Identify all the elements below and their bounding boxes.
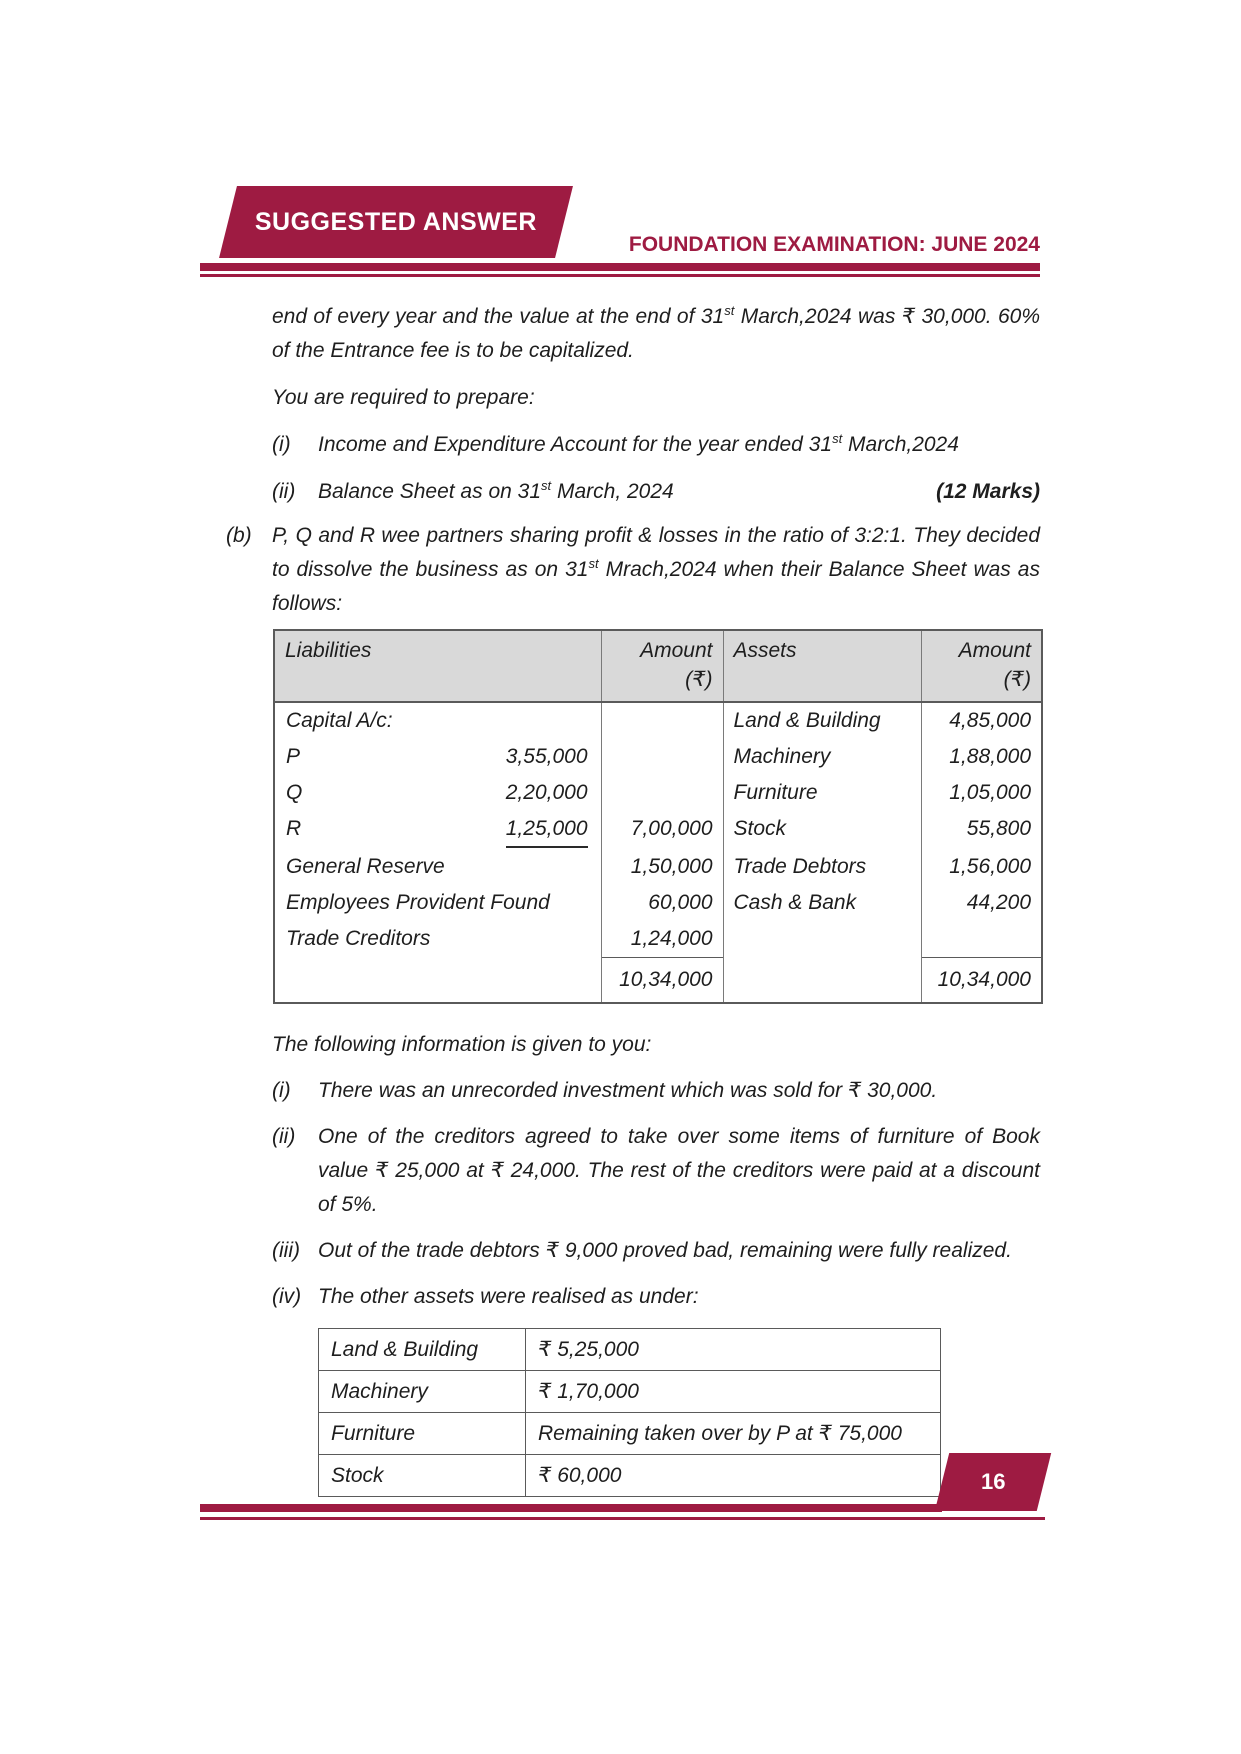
balance-sheet-row [274, 849, 1042, 885]
empty-cell [274, 958, 601, 1004]
info-intro: The following information is given to you: [272, 1033, 652, 1056]
realisation-row [319, 1413, 941, 1455]
superscript-st: st [724, 303, 735, 318]
list-item-text [318, 475, 1040, 509]
part-b-text [272, 519, 1040, 621]
liability-subamount: 1,25,000 [506, 812, 588, 848]
balance-sheet-row [274, 921, 1042, 958]
liability-label: General Reserve [286, 855, 445, 878]
superscript-st: st [541, 478, 552, 493]
intro-paragraph-text: end of every year and the value at the end of 31 [272, 305, 725, 328]
info-item-iv [272, 1280, 1040, 1314]
page-number-box [935, 1453, 1051, 1511]
asset-label: Land & Building [723, 702, 921, 739]
realisation-row [319, 1329, 941, 1371]
asset-label: Furniture [723, 775, 921, 811]
info-item-iii [272, 1234, 1040, 1268]
info-item-i [272, 1074, 1040, 1108]
list-item-label: (iii) [272, 1239, 300, 1262]
realisation-table [318, 1328, 941, 1497]
realisation-value: ₹ 1,70,000 [526, 1371, 941, 1413]
liability-label: Q [286, 781, 303, 804]
list-item-label: (ii) [272, 1125, 296, 1148]
asset-amount: 1,88,000 [921, 739, 1042, 775]
realisation-value: ₹ 60,000 [526, 1455, 941, 1497]
asset-amount: 55,800 [921, 811, 1042, 849]
realisation-value: Remaining taken over by P at ₹ 75,000 [526, 1413, 941, 1455]
liability-subamount: 3,55,000 [505, 745, 588, 768]
asset-amount: 1,05,000 [921, 775, 1042, 811]
list-item-label: (ii) [272, 480, 296, 503]
header-rule [200, 263, 1040, 277]
banner-label: SUGGESTED ANSWER [254, 207, 538, 236]
list-item-label: (i) [272, 1079, 291, 1102]
asset-amount [921, 921, 1042, 958]
footer-rule-thick [200, 1504, 942, 1512]
realisation-asset: Machinery [319, 1371, 526, 1413]
asset-label: Machinery [723, 739, 921, 775]
part-b-label: (b) [226, 524, 252, 547]
liability-label: Capital A/c: [286, 709, 393, 732]
asset-label [723, 921, 921, 958]
asset-amount: 1,56,000 [921, 849, 1042, 885]
list-item-text: The other assets were realised as under: [318, 1285, 699, 1308]
liability-label: Employees Provident Found [286, 891, 550, 914]
header-cell-amount-right [921, 630, 1042, 702]
total-assets: 10,34,000 [921, 958, 1042, 1004]
liability-amount [601, 775, 723, 811]
rupee-sign: (₹) [1003, 668, 1031, 691]
list-item-text: One of the creditors agreed to take over some items of furniture of Book value ₹ 25,000 at ₹ 24,000. The rest of the creditors were paid at a discount of 5%. [318, 1125, 1040, 1216]
part-b-paragraph [226, 519, 1040, 621]
intro-paragraph-text: March,2024 was ₹ 30,000. 60% of the Entrance fee is to be capitalized. [272, 305, 1040, 362]
balance-sheet-row [274, 811, 1042, 849]
liability-label: R [286, 817, 302, 840]
liability-amount: 1,24,000 [601, 921, 723, 958]
rupee-sign: (₹) [685, 668, 713, 691]
liability-label: P [286, 745, 301, 768]
realisation-row [319, 1455, 941, 1497]
list-item-i [272, 428, 1040, 462]
header-cell-assets: Assets [723, 630, 921, 702]
liability-amount: 1,50,000 [601, 849, 723, 885]
header-cell-amount-left [601, 630, 723, 702]
prepare-line: You are required to prepare: [272, 386, 535, 409]
liability-label: Trade Creditors [286, 927, 431, 950]
liability-subamount: 2,20,000 [505, 781, 588, 804]
list-item-label: (i) [272, 433, 291, 456]
realisation-asset: Land & Building [319, 1329, 526, 1371]
list-item-text-part: March,2024 [842, 433, 959, 456]
liability-amount [601, 739, 723, 775]
balance-sheet-row [274, 702, 1042, 739]
exam-title: FOUNDATION EXAMINATION: JUNE 2024 [628, 233, 1040, 256]
balance-sheet-header-row [274, 630, 1042, 702]
list-item-text [318, 428, 1040, 462]
info-item-ii [272, 1120, 1040, 1222]
page-number: 16 [980, 1469, 1006, 1494]
superscript-st: st [832, 431, 843, 446]
balance-sheet-row [274, 775, 1042, 811]
realisation-row [319, 1371, 941, 1413]
amount-word: Amount [640, 639, 713, 662]
part-b-text-part: Mrach,2024 when their Balance Sheet was as follows: [272, 558, 1040, 615]
empty-cell [723, 958, 921, 1004]
total-liabilities: 10,34,000 [601, 958, 723, 1004]
realisation-asset: Stock [319, 1455, 526, 1497]
liability-amount: 7,00,000 [601, 811, 723, 849]
asset-label: Stock [723, 811, 921, 849]
asset-amount: 44,200 [921, 885, 1042, 921]
list-item-text-part: Balance Sheet as on 31 [318, 480, 542, 503]
asset-label: Cash & Bank [723, 885, 921, 921]
amount-word: Amount [958, 639, 1031, 662]
asset-amount: 4,85,000 [921, 702, 1042, 739]
list-item-label: (iv) [272, 1285, 302, 1308]
superscript-st: st [588, 556, 599, 571]
list-item-ii [272, 475, 1040, 509]
balance-sheet-total-row [274, 958, 1042, 1004]
list-item-text: Out of the trade debtors ₹ 9,000 proved bad, remaining were fully realized. [318, 1239, 1012, 1262]
footer-rule-thin [200, 1517, 1045, 1520]
part-b-text-part: P, Q and R wee partners sharing profit & losses in the ratio of 3:2:1. They decided to dissolve the business as on 31 [272, 524, 1040, 581]
balance-sheet-row [274, 885, 1042, 921]
balance-sheet-table [273, 629, 1043, 1004]
realisation-asset: Furniture [319, 1413, 526, 1455]
list-item-text-part [318, 475, 674, 509]
realisation-value: ₹ 5,25,000 [526, 1329, 941, 1371]
intro-paragraph [272, 300, 1040, 368]
header-rule-thick [200, 263, 1040, 271]
asset-label: Trade Debtors [723, 849, 921, 885]
liability-amount [601, 702, 723, 739]
list-item-text-part: March, 2024 [551, 480, 674, 503]
header-cell-liabilities: Liabilities [274, 630, 601, 702]
balance-sheet-row [274, 739, 1042, 775]
page-content [226, 300, 1040, 1497]
list-item-text: There was an unrecorded investment which was sold for ₹ 30,000. [318, 1079, 938, 1102]
list-item-text-part: Income and Expenditure Account for the year ended 31 [318, 433, 833, 456]
header-rule-thin [200, 274, 1040, 277]
liability-amount: 60,000 [601, 885, 723, 921]
suggested-answer-banner [219, 186, 573, 258]
marks-label: (12 Marks) [936, 480, 1040, 503]
